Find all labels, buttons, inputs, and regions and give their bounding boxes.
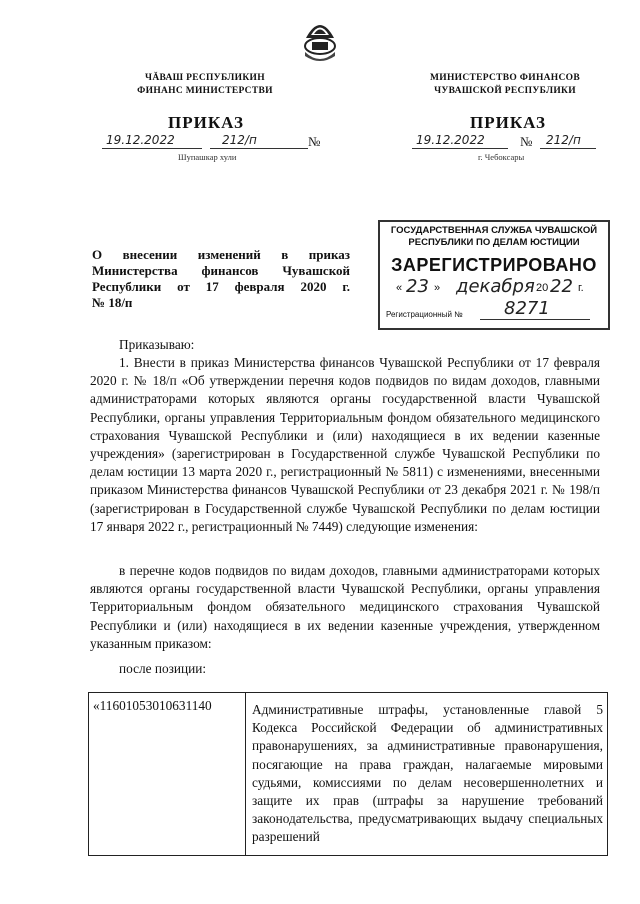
number-sign-right: № xyxy=(520,134,533,149)
stamp-year: 22 xyxy=(550,276,573,297)
paragraph-1: 1. Внести в приказ Министерства финансов Чувашской Республики от 17 февраля 2020 г. № 18/п «Об утверждении перечня кодов подвидов по видам доходов, главными администраторами которых являются органы государственной власти Чувашской Республики, органы управления Территориальным фондом обязательного медицинского страхования Чувашской Республики и (или) находящиеся в их ведении казенные учреждения» (зарегистрирован в Государственной службе Чувашской Республики по делам юстиции 13 марта 2020 г., регистрационный № 5811) с изменениями, внесенными приказом Министерства финансов Чувашской Республики от 23 декабря 2021 г. № 198/п (зарегистрирован в Государственной службе Чувашской Республики по делам юстиции 17 января 2022 г., регистрационный № 7449) следующие изменения: xyxy=(90,355,600,534)
prikaz-title-left: ПРИКАЗ xyxy=(168,113,244,132)
paragraph-2: в перечне кодов подвидов по видам доходов, главными администраторами которых являются органы государственной власти Чувашской Республики, органы управления Территориальным фондом обязательного медицинского страхования Чувашской Республики и (или) находящиеся в их ведении казенные учреждения, утвержденном указанным приказом: xyxy=(90,563,600,651)
prikaz-title-right: ПРИКАЗ xyxy=(470,113,546,132)
stamp-date: « 23 » декабря 20 22 г. xyxy=(396,276,584,297)
registration-stamp: ГОСУДАРСТВЕННАЯ СЛУЖБА ЧУВАШСКОЙ РЕСПУБЛИКИ ПО ДЕЛАМ ЮСТИЦИИ ЗАРЕГИСТРИРОВАНО « 23 » декабря 20 22 г. Регистрационный № 8271 xyxy=(378,220,610,330)
stamp-registered: ЗАРЕГИСТРИРОВАНО xyxy=(391,255,597,275)
emblem-icon xyxy=(300,8,340,66)
order-date-left: 19.12.2022 xyxy=(106,133,175,147)
stamp-day: 23 xyxy=(406,276,429,297)
code-table xyxy=(88,692,608,856)
order-title xyxy=(92,247,350,311)
order-number-right: 212/п xyxy=(546,133,581,147)
order-number-left: 212/п xyxy=(222,133,257,147)
number-sign-left: № xyxy=(308,134,321,149)
order-word: Приказываю: xyxy=(119,337,195,352)
ministry-name-chuvash: ЧĂВАШ РЕСПУБЛИКИН ФИНАНС МИНИСТЕРСТВИ xyxy=(137,73,273,96)
table-cell-description: Административные штрафы, установленные главой 5 Кодекса Российской Федерации об административных правонарушениях, за административные правонарушения, посягающие на права граждан, налагаемые мировыми судьями, комиссиями по делам несовершеннолетних и защите их прав (штрафы за нарушение требований законодательства, предусматривающих выдачу специальных разрешений xyxy=(246,693,608,856)
stamp-month: декабря xyxy=(456,276,535,297)
paragraph-3: после позиции: xyxy=(119,661,207,676)
order-date-right: 19.12.2022 xyxy=(416,133,485,147)
table-cell-code: «11601053010631140 xyxy=(89,693,246,856)
stamp-reg-value: 8271 xyxy=(504,298,550,319)
title-line-2: Министерства финансов Чувашской xyxy=(92,263,351,278)
city-left: Шупашкар хули xyxy=(178,152,237,162)
city-right: г. Чебоксары xyxy=(478,152,525,162)
stamp-reg-number: Регистрационный № 8271 xyxy=(380,304,608,322)
ministry-name-russian: МИНИСТЕРСТВО ФИНАНСОВ ЧУВАШСКОЙ РЕСПУБЛИКИ xyxy=(430,73,580,96)
table-row xyxy=(89,693,608,856)
title-line-4: № 18/п xyxy=(92,295,133,310)
title-line-3: Республики от 17 февраля 2020 г. xyxy=(92,279,351,294)
title-line-1: О внесении изменений в приказ xyxy=(92,247,351,262)
